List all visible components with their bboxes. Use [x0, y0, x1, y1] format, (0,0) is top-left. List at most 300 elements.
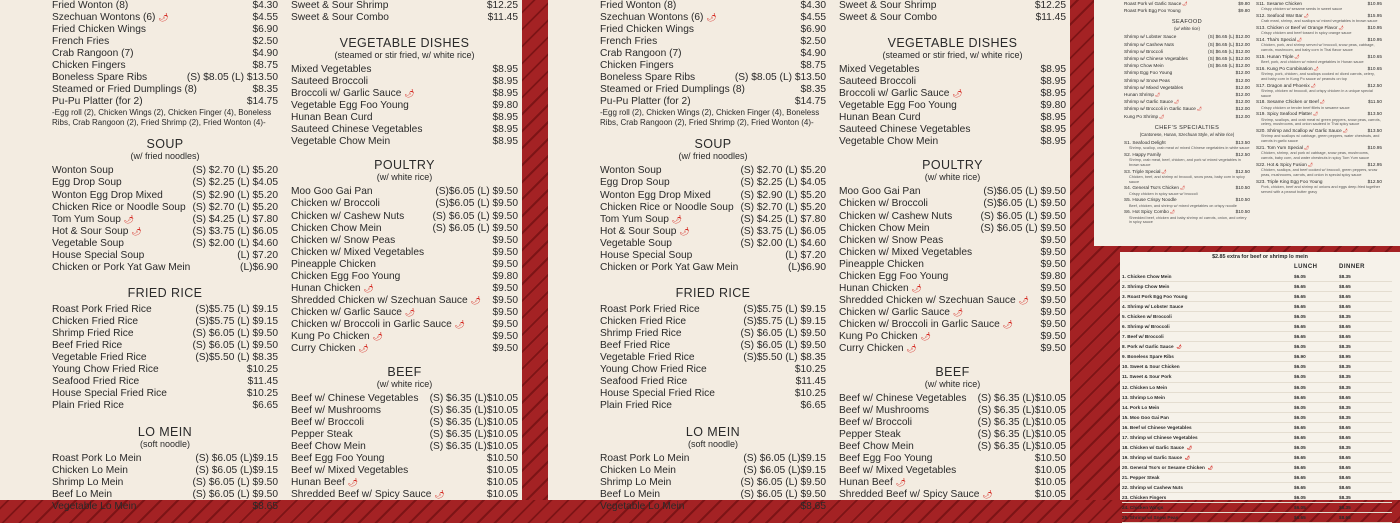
dinner-price: $8.35 [1339, 444, 1351, 450]
menu-item-price: $9.50 [1040, 258, 1066, 270]
dinner-price: $8.65 [1339, 284, 1351, 290]
menu-item-name [52, 465, 128, 477]
menu-item [1124, 33, 1250, 40]
menu-item-name-text: Egg Drop Soup [52, 177, 122, 189]
combo-name [1122, 473, 1294, 482]
soup-list [600, 165, 826, 273]
section-title-poultry: POULTRY [922, 158, 983, 173]
lunch-price: $6.65 [1294, 474, 1306, 480]
menu-item-name [52, 489, 112, 501]
menu-item [600, 328, 826, 340]
menu-item-name [600, 202, 734, 214]
menu-item-price: $12.50 [1235, 168, 1250, 174]
menu-item-name [52, 202, 186, 214]
menu-item-name-text: Chicken w/ Snow Peas [291, 234, 396, 246]
menu-item [291, 186, 518, 198]
menu-item-name-text: Sweet & Sour Combo [839, 12, 937, 24]
lunch-price: $6.65 [1294, 394, 1306, 400]
menu-item-name-text: Young Chow Fried Rice [52, 364, 159, 376]
menu-item-name [291, 295, 481, 307]
menu-item [839, 198, 1066, 210]
menu-item-name [600, 477, 671, 489]
menu-item-price: $12.00 [1235, 99, 1250, 105]
menu-item-name [52, 190, 163, 202]
menu-item-name [600, 489, 660, 501]
menu-item-price: (S)$5.50 (L) $8.35 [195, 352, 278, 364]
menu-item-name-text: Chicken w/ Broccoli [839, 198, 928, 210]
menu-item-name-text: Seafood Fried Rice [52, 376, 140, 388]
fried-rice-list [52, 304, 278, 412]
menu-item-name-text: Vegetable Fried Rice [600, 352, 695, 364]
table-row [1122, 483, 1392, 493]
combo-name [1122, 342, 1294, 351]
menu-item-name [52, 60, 126, 72]
menu-item-name-text: S5. House Crispy Noodle [1124, 197, 1177, 203]
menu-item [1256, 24, 1382, 31]
menu-item-price: (S) $6.65 (L) $12.00 [1208, 34, 1250, 40]
menu-item-name-text: Pineapple Chicken [291, 258, 376, 270]
menu-item-name [839, 283, 922, 295]
dinner-price: $8.65 [1339, 474, 1351, 480]
menu-item-name [52, 238, 124, 250]
section-subtitle-poultry: (w/ white rice) [376, 172, 433, 183]
menu-item-price: $4.55 [252, 12, 278, 24]
menu-item-name-text: Beef Chow Mein [839, 441, 914, 453]
menu-item-name [1256, 0, 1302, 7]
menu-item-price: $9.80 [492, 270, 518, 282]
menu-item-name [291, 307, 415, 319]
menu-item-name-text: S14. Thai's Special [1256, 37, 1296, 42]
menu-item [600, 489, 826, 501]
menu-item-name-text: Chicken Rice or Noodle Soup [600, 201, 734, 213]
menu-item-name-text: French Fries [52, 36, 110, 48]
menu-item-price: $12.00 [1235, 70, 1250, 76]
menu-item-name [52, 214, 134, 226]
menu-item-name-text: Hunan Chicken [839, 282, 909, 294]
chili-pepper-icon: 🌶 [470, 295, 481, 305]
menu-item-price: $9.50 [1040, 246, 1066, 258]
menu-item [52, 340, 278, 352]
menu-item [52, 316, 278, 328]
menu-item-price: $9.50 [492, 282, 518, 294]
combo-name [1122, 322, 1294, 331]
chili-pepper-icon: 🌶 [706, 13, 717, 23]
menu-item [52, 477, 278, 489]
combo-name-text: 20. General Tso's or Sesame Chicken [1122, 464, 1205, 470]
menu-item-name-text: Wonton Soup [600, 165, 662, 177]
menu-item-name [600, 316, 686, 328]
menu-item-price: $9.80 [1238, 8, 1250, 14]
menu-item [1256, 161, 1382, 168]
menu-item-price: (S)$6.05 (L) $9.50 [983, 198, 1066, 210]
menu-item-name [291, 429, 353, 441]
menu-item-price: $4.30 [252, 0, 278, 11]
menu-item-price: (S) $6.65 (L) $12.00 [1208, 56, 1250, 62]
menu-item-name-text: Pu-Pu Platter (for 2) [52, 96, 143, 108]
table-row [1122, 463, 1392, 473]
menu-item-name [1124, 151, 1161, 158]
menu-item [52, 501, 278, 513]
menu-item [291, 211, 518, 223]
chili-pepper-icon: 🌶 [1313, 65, 1319, 71]
section-title-beef: BEEF [387, 365, 422, 380]
menu-item-name [839, 136, 938, 148]
chili-pepper-icon: 🌶 [1182, 1, 1188, 6]
chili-pepper-icon: 🌶 [1018, 295, 1029, 305]
pupu-note: -Egg roll (2), Chicken Wings (2), Chicken Finger (4), Boneless Ribs, Crab Rangoon (2), Fried Shrimp (2), Fried Wonton (4)- [52, 108, 272, 128]
menu-item-name [1124, 184, 1185, 191]
lunch-price: $6.05 [1294, 495, 1306, 501]
menu-item [600, 501, 826, 513]
menu-item-name-text: Chicken Fried Rice [600, 315, 687, 327]
menu-item-name-text: Chicken w/ Cashew Nuts [291, 210, 405, 222]
menu-item [291, 124, 518, 136]
menu-item-name-text: Broccoli w/ Garlic Sauce [291, 88, 402, 100]
menu-item-name-text: Shrimp w/ Cashew Nuts [1124, 41, 1175, 47]
menu-item-price: $11.45 [1035, 12, 1066, 24]
menu-item-price: (S) $6.65 (L) $12.00 [1208, 48, 1250, 54]
menu-item [52, 352, 278, 364]
menu-item-name [839, 124, 970, 136]
menu-item [52, 453, 278, 465]
menu-item-price: (S) $2.90 (L) $5.20 [192, 189, 278, 201]
chili-pepper-icon: 🌶 [920, 331, 931, 341]
chili-pepper-icon: 🌶 [1180, 185, 1186, 191]
table-row [1122, 332, 1392, 342]
menu-item-name-text: Hunan Bean Curd [291, 112, 373, 124]
lunch-header: LUNCH [1294, 264, 1318, 270]
menu-item-name-text: House Special Fried Rice [600, 388, 715, 400]
menu-item-price: (L)$6.90 [788, 261, 826, 273]
combo-name [1122, 282, 1294, 291]
menu-item-name-text: Tom Yum Soup [52, 213, 121, 225]
menu-item-name-text: S21. Tom Yum Special [1256, 144, 1303, 150]
menu-item [600, 340, 826, 352]
chili-pepper-icon: 🌶 [1187, 444, 1193, 450]
table-row [1122, 433, 1392, 443]
menu-item-name [1124, 41, 1174, 48]
menu-item-name [52, 501, 136, 513]
chili-pepper-icon: 🌶 [454, 319, 465, 329]
menu-item-name-text: Beef w/ Broccoli [291, 417, 365, 429]
menu-item-price: $4.90 [252, 48, 278, 60]
dinner-header: DINNER [1339, 264, 1366, 270]
menu-item-description: Shrimp, scallops, and crab meat w/ green peppers, snow peas, carrots, celery, mushrooms, and onion sauteed in Thai spicy sauce [1261, 117, 1381, 127]
menu-item [600, 12, 826, 24]
combo-name [1122, 372, 1294, 381]
combo-name-text: 3. Roast Pork Egg Foo Young [1122, 294, 1188, 300]
combo-name [1122, 272, 1294, 281]
lunch-price: $6.65 [1294, 464, 1306, 470]
section-title-lo-mein: LO MEIN [685, 425, 741, 440]
menu-item-price: $13.50 [1235, 139, 1250, 145]
combo-name-text: 8. Pork w/ Garlic Sauce [1122, 344, 1174, 350]
menu-item-name-text: Pepper Steak [291, 429, 353, 441]
chili-pepper-icon: 🌶 [982, 490, 993, 500]
menu-item [52, 328, 278, 340]
menu-item-name-text: Shrimp Fried Rice [52, 327, 134, 339]
menu-item [52, 376, 278, 388]
menu-item [1124, 196, 1250, 203]
menu-item-name-text: Shredded Beef w/ Spicy Sauce [291, 489, 432, 501]
menu-item-description: Shrimp, crab meat, beef, chicken, and pork w/ mixed vegetables in brown sauce [1129, 158, 1241, 167]
menu-page-left [0, 0, 522, 513]
menu-item-price: (S) $6.35 (L)$10.05 [429, 441, 518, 453]
menu-item-description: Shrimp, chicken w/ broccoli, and crispy chicken in a unique special sauce [1261, 88, 1373, 98]
menu-item [291, 477, 518, 489]
table-row [1122, 453, 1392, 463]
menu-item-name-text: S2. Happy Family [1124, 151, 1161, 157]
menu-item-name [52, 96, 143, 108]
menu-item [291, 453, 518, 465]
menu-item-name [291, 223, 382, 235]
section-title-seafood: SEAFOOD [1171, 19, 1203, 26]
menu-item-name-text: Chicken Chow Mein [291, 222, 382, 234]
menu-item [52, 165, 278, 177]
table-row [1122, 372, 1392, 382]
menu-item-price: $2.50 [800, 36, 826, 48]
menu-item [52, 0, 278, 12]
dinner-price: $8.65 [1339, 294, 1351, 300]
menu-item-price: $9.50 [492, 318, 518, 330]
menu-item-name [52, 453, 141, 465]
menu-item [291, 12, 518, 24]
menu-item-description: Shrimp and scallops w/ cabbage, green peppers, water chestnuts, and carrots in garlic sauce [1261, 134, 1380, 144]
menu-item-price: $8.95 [1040, 112, 1066, 124]
menu-item-name-text: Shredded Chicken w/ Szechuan Sauce [839, 294, 1016, 306]
menu-item-name-text: Sweet & Sour Shrimp [839, 0, 937, 11]
menu-item [1256, 127, 1382, 134]
menu-item-name [52, 304, 152, 316]
menu-item [52, 465, 278, 477]
menu-item-name [52, 72, 147, 84]
combo-name-text: 17. Shrimp w/ Chinese Vegetables [1122, 434, 1198, 440]
menu-item-name [52, 24, 146, 36]
menu-item-name-text: Vegetable Soup [52, 237, 124, 249]
menu-item [1124, 98, 1250, 105]
menu-item-name [839, 211, 952, 223]
menu-item [600, 352, 826, 364]
lunch-price: $6.65 [1294, 284, 1306, 290]
menu-item-name-text: Shrimp Lo Mein [52, 477, 124, 489]
menu-item [839, 489, 1066, 501]
menu-item-price: (S) $2.90 (L) $5.20 [740, 189, 826, 201]
menu-item [600, 202, 826, 214]
menu-item-price: (S) $6.05 (L) $9.50 [192, 489, 278, 501]
menu-item-name-text: S16. Kung Po Combination [1256, 65, 1313, 71]
lunch-price: $6.90 [1294, 354, 1306, 360]
menu-item-name [1124, 98, 1179, 105]
menu-item [291, 319, 518, 331]
menu-item-name [291, 88, 415, 100]
menu-item [600, 453, 826, 465]
menu-item-name [600, 376, 687, 388]
menu-item-name [291, 247, 424, 259]
menu-item [1256, 0, 1382, 7]
menu-item-name-text: Chicken w/ Cashew Nuts [839, 210, 953, 222]
menu-item-price: (S) $3.75 (L) $6.05 [740, 225, 826, 237]
menu-item-name [839, 271, 948, 283]
menu-item-name [1124, 105, 1202, 112]
menu-item-name-text: Beef w/ Mushrooms [291, 405, 382, 417]
menu-item-name [291, 112, 373, 124]
menu-item-price: (S) $6.05 (L) $9.50 [740, 339, 826, 351]
menu-item-name [600, 96, 691, 108]
lunch-price: $6.65 [1294, 484, 1306, 490]
combo-name-text: 25. Shrimp w/ Snow Peas [1122, 515, 1179, 521]
menu-item [52, 388, 278, 400]
menu-item-description: Crispy chicken or tender beef fillets in sesame sauce [1261, 105, 1350, 110]
chili-pepper-icon: 🌶 [1313, 111, 1319, 117]
section-subtitle-chefs: (Cantonese, Hunan, Szechuan Style, w/ white rice) [1139, 131, 1235, 137]
menu-item [839, 307, 1066, 319]
menu-item [600, 84, 826, 96]
menu-item [291, 295, 518, 307]
menu-item-price: $8.75 [800, 60, 826, 72]
menu-item [52, 226, 278, 238]
menu-item-name-text: Chicken w/ Snow Peas [839, 234, 944, 246]
menu-item-name-text: Egg Drop Soup [600, 177, 670, 189]
dinner-price: $8.65 [1339, 304, 1351, 310]
menu-item-name [52, 165, 114, 177]
menu-item-price: $10.95 [1367, 144, 1382, 150]
combo-name-text: 18. Chicken w/ Garlic Sauce [1122, 444, 1185, 450]
menu-item [839, 465, 1066, 477]
menu-item-name-text: Pineapple Chicken [839, 258, 924, 270]
menu-item [52, 214, 278, 226]
menu-item-price: $12.95 [1367, 161, 1382, 167]
combo-name-text: 2. Shrimp Chow Mein [1122, 284, 1170, 290]
menu-item-price: $9.50 [1040, 306, 1066, 318]
section-subtitle-soup: (w/ fried noodles) [130, 151, 200, 162]
combo-name-text: 14. Pork Lo Mein [1122, 404, 1160, 410]
menu-item-name [291, 0, 388, 12]
menu-item-name [1256, 24, 1344, 31]
menu-item-name-text: Shrimp Fried Rice [600, 327, 682, 339]
chili-pepper-icon: 🌶 [1154, 92, 1161, 98]
menu-item-price: $10.50 [1235, 209, 1250, 215]
chili-pepper-icon: 🌶 [358, 344, 369, 354]
menu-item [291, 417, 518, 429]
menu-item-name-text: Chicken w/ Mixed Vegetables [291, 246, 425, 258]
menu-item [1124, 139, 1250, 146]
chili-pepper-icon: 🌶 [347, 478, 358, 488]
menu-item [839, 124, 1066, 136]
dinner-price: $8.35 [1339, 344, 1351, 350]
menu-item [839, 64, 1066, 76]
menu-item-price: $10.50 [1235, 197, 1250, 203]
lunch-price: $6.65 [1294, 515, 1306, 521]
menu-item-price: (S) $2.70 (L) $5.20 [192, 201, 278, 213]
dinner-price: $8.65 [1339, 394, 1351, 400]
menu-item-name [600, 48, 682, 60]
menu-item [600, 214, 826, 226]
menu-item-name-text: Chicken Fingers [600, 60, 674, 72]
menu-item-name [1124, 48, 1163, 55]
menu-item [52, 304, 278, 316]
menu-item-price: (S) $6.35 (L)$10.05 [429, 417, 518, 429]
menu-item-name [52, 376, 139, 388]
menu-item-name-text: Chicken Chow Mein [839, 222, 930, 234]
menu-item [839, 283, 1066, 295]
menu-item [1256, 53, 1382, 60]
menu-item-name [52, 400, 124, 412]
section-title-lo-mein: LO MEIN [137, 425, 193, 440]
menu-item [52, 202, 278, 214]
menu-item-name-text: S1. Seafood Delight [1124, 139, 1166, 145]
chili-pepper-icon: 🌶 [1304, 144, 1310, 150]
combo-name [1122, 312, 1294, 321]
menu-item-name [52, 12, 169, 24]
dinner-price: $8.35 [1339, 414, 1351, 420]
menu-item-price: $15.95 [1367, 13, 1382, 18]
dinner-price: $8.65 [1339, 515, 1351, 521]
lunch-price: $6.05 [1294, 505, 1306, 511]
menu-item-name [291, 465, 408, 477]
menu-item-name-text: Chicken Egg Foo Young [291, 270, 401, 282]
lo-mein-list [52, 453, 278, 513]
menu-item-name [600, 60, 674, 72]
chili-pepper-icon: 🌶 [1159, 113, 1165, 119]
menu-item-price: $9.50 [1040, 330, 1066, 342]
table-row [1122, 302, 1392, 312]
menu-item-name [600, 262, 738, 274]
menu-item-price: (S) $8.05 (L) $13.50 [186, 72, 278, 84]
menu-item-name-text: Shredded Beef w/ Spicy Sauce [839, 489, 980, 501]
lunch-price: $6.65 [1294, 434, 1306, 440]
menu-item-price: (S) $6.05 (L) $9.50 [192, 327, 278, 339]
menu-item-price: $9.50 [492, 330, 518, 342]
menu-item [52, 177, 278, 189]
menu-item-description: Chicken, scallops, and beef cooked w/ broccoli, green peppers, snow peas, mushrooms, carrots, and onion in special spicy sauce [1261, 167, 1378, 177]
menu-item-price: $9.50 [492, 246, 518, 258]
menu-item-price: (S) $2.70 (L) $5.20 [192, 165, 278, 177]
thumb-column-1 [1124, 0, 1250, 225]
table-row [1122, 362, 1392, 372]
menu-item [1124, 77, 1250, 84]
menu-item-price: $8.95 [492, 64, 518, 76]
menu-item-name [839, 76, 916, 88]
menu-item [52, 84, 278, 96]
menu-item-description: Shrimp, pork, chicken, and scallops cooked w/ diced carrots, celery, and baby corn in Kung Po sauce w/ peanuts on top [1261, 72, 1375, 81]
menu-item-name-text: Pepper Steak [839, 429, 901, 441]
combo-name [1122, 443, 1294, 452]
menu-item-name-text: Beef Lo Mein [600, 489, 661, 501]
menu-item-price: $10.25 [794, 364, 826, 376]
dinner-price: $8.35 [1339, 505, 1351, 511]
menu-item [1124, 7, 1250, 14]
section-subtitle-vegetable: (steamed or stir fried, w/ white rice) [334, 50, 475, 61]
menu-item-name [600, 214, 682, 226]
combo-name [1122, 292, 1294, 301]
menu-item-name [291, 417, 364, 429]
menu-item-name [1124, 33, 1176, 40]
menu-item-name [839, 307, 963, 319]
menu-item-price: $11.45 [487, 12, 518, 24]
menu-item-price: (S) $6.35 (L)$10.05 [977, 393, 1066, 405]
menu-item-name [839, 88, 963, 100]
menu-item-price: (S) $2.00 (L) $4.60 [192, 237, 278, 249]
menu-item-name-text: Moo Goo Gai Pan [291, 186, 373, 198]
menu-item-name [839, 0, 936, 12]
menu-item-name [839, 64, 919, 76]
menu-item-name [600, 328, 682, 340]
section-title-vegetable: VEGETABLE DISHES [887, 36, 1018, 51]
menu-item-price: $8.95 [492, 136, 518, 148]
menu-item-name [52, 177, 122, 189]
menu-item-name [291, 186, 373, 198]
menu-item [839, 76, 1066, 88]
